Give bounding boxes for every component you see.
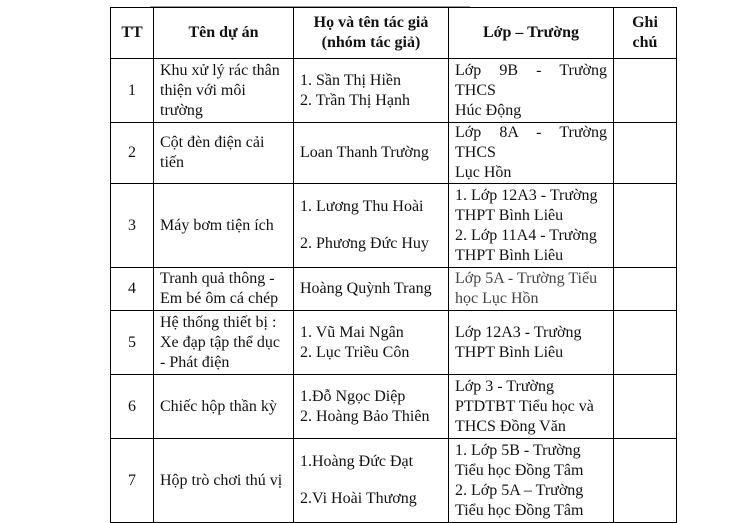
table-row <box>111 123 677 184</box>
cell-authors <box>294 439 449 523</box>
cell-authors <box>294 311 449 375</box>
cell-line: thiện với môi <box>160 81 246 99</box>
line-gap <box>300 217 442 234</box>
cell-line: Xe đạp tập thể dục <box>160 333 280 351</box>
cell-line: 2. Trần Thị Hạnh <box>300 91 410 109</box>
cell-authors <box>294 184 449 268</box>
cell-line: học Lục Hồn <box>455 290 539 307</box>
cell-line: 2. Lớp 11A4 - Trường <box>455 226 597 244</box>
cell-tt: 3 <box>111 184 154 268</box>
cell-line: Tiểu học Đồng Tâm <box>455 501 584 519</box>
cell-line: 2. Lục Triều Côn <box>300 343 410 361</box>
cell-line: tiến <box>160 154 184 171</box>
header-author-line2: (nhóm tác giả) <box>321 34 421 51</box>
cell-line: 1.Hoàng Đức Đạt <box>300 453 414 470</box>
header-project: Tên dự án <box>154 8 294 59</box>
cell-authors <box>294 375 449 439</box>
cell-line: 1. Lớp 5B - Trường <box>455 441 581 459</box>
cell-line: Lục Hồn <box>455 164 512 181</box>
cell-note <box>614 59 677 123</box>
table-row <box>111 59 677 123</box>
cell-school <box>449 59 614 123</box>
cell-line: Hệ thống thiết bị : <box>160 313 277 331</box>
cell-line: Lớp 9B - Trường THCS <box>455 61 607 99</box>
cell-line: PTDTBT Tiểu học và <box>455 397 594 415</box>
cell-project <box>154 184 294 268</box>
header-note-line2: chú <box>632 34 658 51</box>
cell-project <box>154 311 294 375</box>
cell-line: Máy bơm tiện ích <box>160 216 274 234</box>
cell-line: 1. Sần Thị Hiền <box>300 71 402 89</box>
cell-note <box>614 123 677 184</box>
cell-tt: 2 <box>111 123 154 184</box>
cell-line: Lớp 5A - Trường Tiểu <box>455 270 598 287</box>
cell-tt: 4 <box>111 268 154 311</box>
cell-line: THPT Bình Liêu <box>455 343 564 361</box>
cell-line: Cột đèn điện cải <box>160 134 265 151</box>
cell-line: 2. Phương Đức Huy <box>300 235 429 252</box>
cell-line: Lớp 8A - Trường THCS <box>455 124 607 161</box>
cell-line: Húc Động <box>455 101 522 119</box>
cell-school <box>449 268 614 311</box>
cell-line: 2.Vi Hoài Thương <box>300 490 417 507</box>
cell-project <box>154 439 294 523</box>
cell-line: 2. Lớp 5A – Trường <box>455 481 584 499</box>
table-row <box>111 268 677 311</box>
cell-line: trường <box>160 101 203 119</box>
header-row <box>111 8 677 59</box>
table-row <box>111 375 677 439</box>
cell-line: Tiểu học Đồng Tâm <box>455 461 584 479</box>
cell-line: Khu xử lý rác thân <box>160 61 280 79</box>
cell-note <box>614 268 677 311</box>
cell-tt: 6 <box>111 375 154 439</box>
cell-school <box>449 123 614 184</box>
cell-line: THPT Bình Liêu <box>455 206 564 224</box>
cell-school <box>449 375 614 439</box>
cell-line: Hoàng Quỳnh Trang <box>300 280 432 297</box>
cell-authors <box>294 59 449 123</box>
cell-line: 1. Lương Thu Hoài <box>300 198 424 215</box>
cell-line: Loan Thanh Trường <box>300 144 429 161</box>
cell-line: 1. Lớp 12A3 - Trường <box>455 186 598 204</box>
cell-line: 1.Đỗ Ngọc Diệp <box>300 387 406 405</box>
table-row <box>111 311 677 375</box>
header-author-line1: Họ và tên tác giả <box>313 14 429 31</box>
cell-project <box>154 375 294 439</box>
cell-line: Lớp 3 - Trường <box>455 377 554 395</box>
cell-project <box>154 59 294 123</box>
cell-line: Em bé ôm cá chép <box>160 290 279 307</box>
cell-school <box>449 439 614 523</box>
header-note <box>614 8 677 59</box>
cell-line: THPT Bình Liêu <box>455 246 564 264</box>
cell-note <box>614 375 677 439</box>
cell-line: Hộp trò chơi thú vị <box>160 471 283 489</box>
cell-project <box>154 123 294 184</box>
cell-note <box>614 184 677 268</box>
cell-line: THCS Đồng Văn <box>455 417 566 435</box>
header-note-line1: Ghi <box>632 14 658 31</box>
cell-line: Tranh quả thông - <box>160 270 275 287</box>
cell-line: Chiếc hộp thần kỳ <box>160 397 277 415</box>
cell-line: - Phát điện <box>160 353 230 371</box>
table-row <box>111 184 677 268</box>
cell-line: 2. Hoàng Bảo Thiên <box>300 407 430 425</box>
cell-note <box>614 311 677 375</box>
cell-authors <box>294 268 449 311</box>
line-gap <box>300 472 442 489</box>
cell-tt: 1 <box>111 59 154 123</box>
cell-line: 1. Vũ Mai Ngân <box>300 323 404 341</box>
header-author <box>294 8 449 59</box>
cell-line: Lớp 12A3 - Trường <box>455 323 582 341</box>
cell-tt: 7 <box>111 439 154 523</box>
page-header-rule <box>150 0 470 7</box>
header-school: Lớp – Trường <box>449 8 614 59</box>
cell-authors <box>294 123 449 184</box>
cell-note <box>614 439 677 523</box>
cell-school <box>449 311 614 375</box>
header-tt: TT <box>111 8 154 59</box>
cell-tt: 5 <box>111 311 154 375</box>
table-row <box>111 439 677 523</box>
project-table <box>110 7 677 523</box>
cell-project <box>154 268 294 311</box>
cell-school <box>449 184 614 268</box>
